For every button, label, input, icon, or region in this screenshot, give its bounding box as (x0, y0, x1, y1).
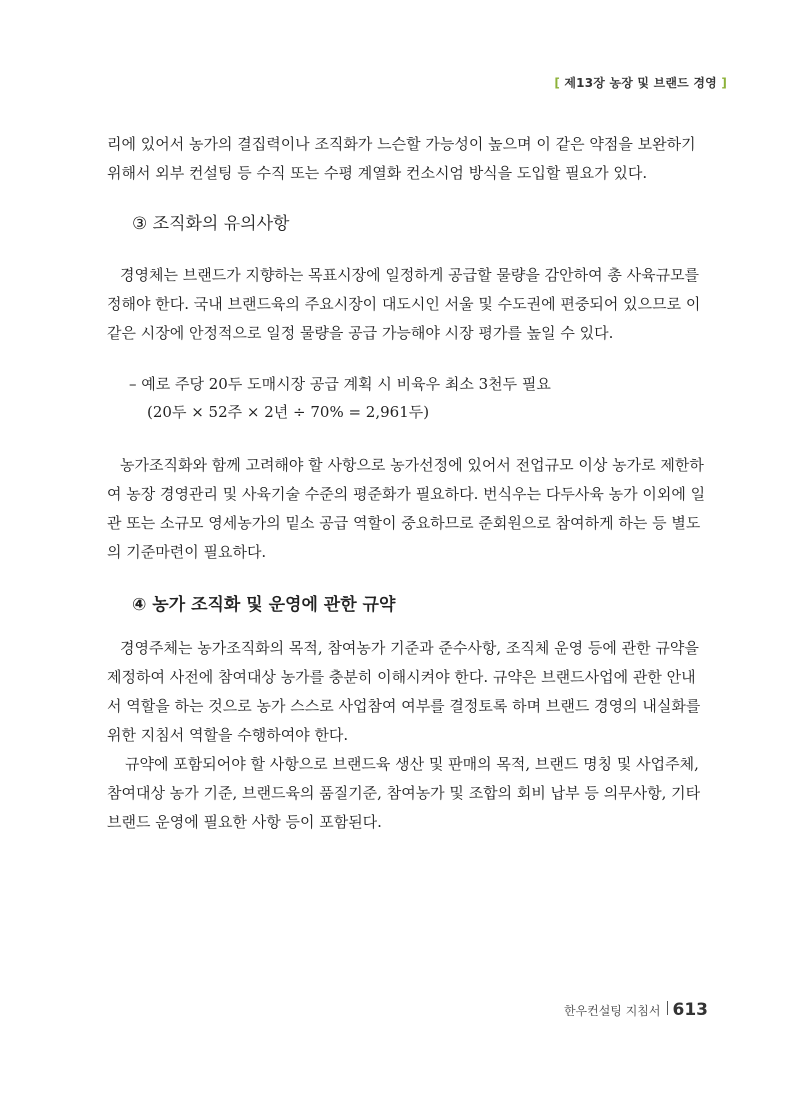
footer-divider (667, 1001, 668, 1015)
intro-line: 리에 있어서 농가의 결집력이나 조직화가 느슨할 가능성이 높으며 이 같은 약점을 보완하기 (107, 135, 696, 153)
paragraph-line: 농가조직화와 함께 고려해야 할 사항으로 농가선정에 있어서 전업규모 이상 농가로 제한하 (120, 456, 704, 474)
example-line: – 예로 주당 20두 도매시장 공급 계획 시 비육우 최소 3천두 필요 (129, 375, 551, 393)
paragraph-line: 참여대상 농가 기준, 브랜드육의 품질기준, 참여농가 및 조합의 회비 납부 등 의무사항, 기타 (107, 784, 701, 802)
paragraph-line: 경영체는 브랜드가 지향하는 목표시장에 일정하게 공급할 물량을 감안하여 총 사육규모를 (120, 266, 700, 284)
book-title: 한우컨설팅 지침서 (563, 1004, 661, 1018)
paragraph-line: 정해야 한다. 국내 브랜드육의 주요시장이 대도시인 서울 및 수도권에 편중되어 있으므로 이 (107, 295, 701, 313)
paragraph-line: 경영주체는 농가조직화의 목적, 참여농가 기준과 준수사항, 조직체 운영 등에 관한 규약을 (120, 639, 699, 657)
paragraph-line: 같은 시장에 안정적으로 일정 물량을 공급 가능해야 시장 평가를 높일 수 있다. (107, 324, 614, 342)
paragraph-line: 서 역할을 하는 것으로 농가 스스로 사업참여 여부를 결정토록 하며 브랜드 경영의 내실화를 (107, 697, 701, 715)
header-bracket-open: [ (554, 76, 560, 90)
page-footer (564, 1000, 708, 1020)
chapter-header (554, 74, 727, 91)
paragraph-line: 관 또는 소규모 영세농가의 밑소 공급 역할이 중요하므로 준회원으로 참여하게 하는 등 별도 (107, 514, 701, 532)
paragraph-line: 의 기준마련이 필요하다. (107, 543, 267, 561)
chapter-title: 제13장 농장 및 브랜드 경영 (564, 76, 717, 90)
header-bracket-close: ] (721, 76, 727, 90)
section-heading: ④ 농가 조직화 및 운영에 관한 규약 (132, 595, 396, 615)
page-number: 613 (672, 1000, 708, 1020)
example-formula: (20두 × 52주 × 2년 ÷ 70% = 2,961두) (147, 403, 430, 421)
intro-line: 위해서 외부 컨설팅 등 수직 또는 수평 계열화 컨소시엄 방식을 도입할 필요가 있다. (107, 164, 648, 182)
paragraph-line: 여 농장 경영관리 및 사육기술 수준의 평준화가 필요하다. 번식우는 다두사육 농가 이외에 일 (107, 485, 706, 503)
section-heading: ③ 조직화의 유의사항 (132, 214, 290, 234)
paragraph-line: 규약에 포함되어야 할 사항으로 브랜드육 생산 및 판매의 목적, 브랜드 명칭 및 사업주체, (125, 755, 699, 773)
paragraph-line: 위한 지침서 역할을 수행하여야 한다. (107, 726, 349, 744)
paragraph-line: 제정하여 사전에 참여대상 농가를 충분히 이해시켜야 한다. 규약은 브랜드사업에 관한 안내 (107, 668, 696, 686)
paragraph-line: 브랜드 운영에 필요한 사항 등이 포함된다. (107, 813, 382, 831)
